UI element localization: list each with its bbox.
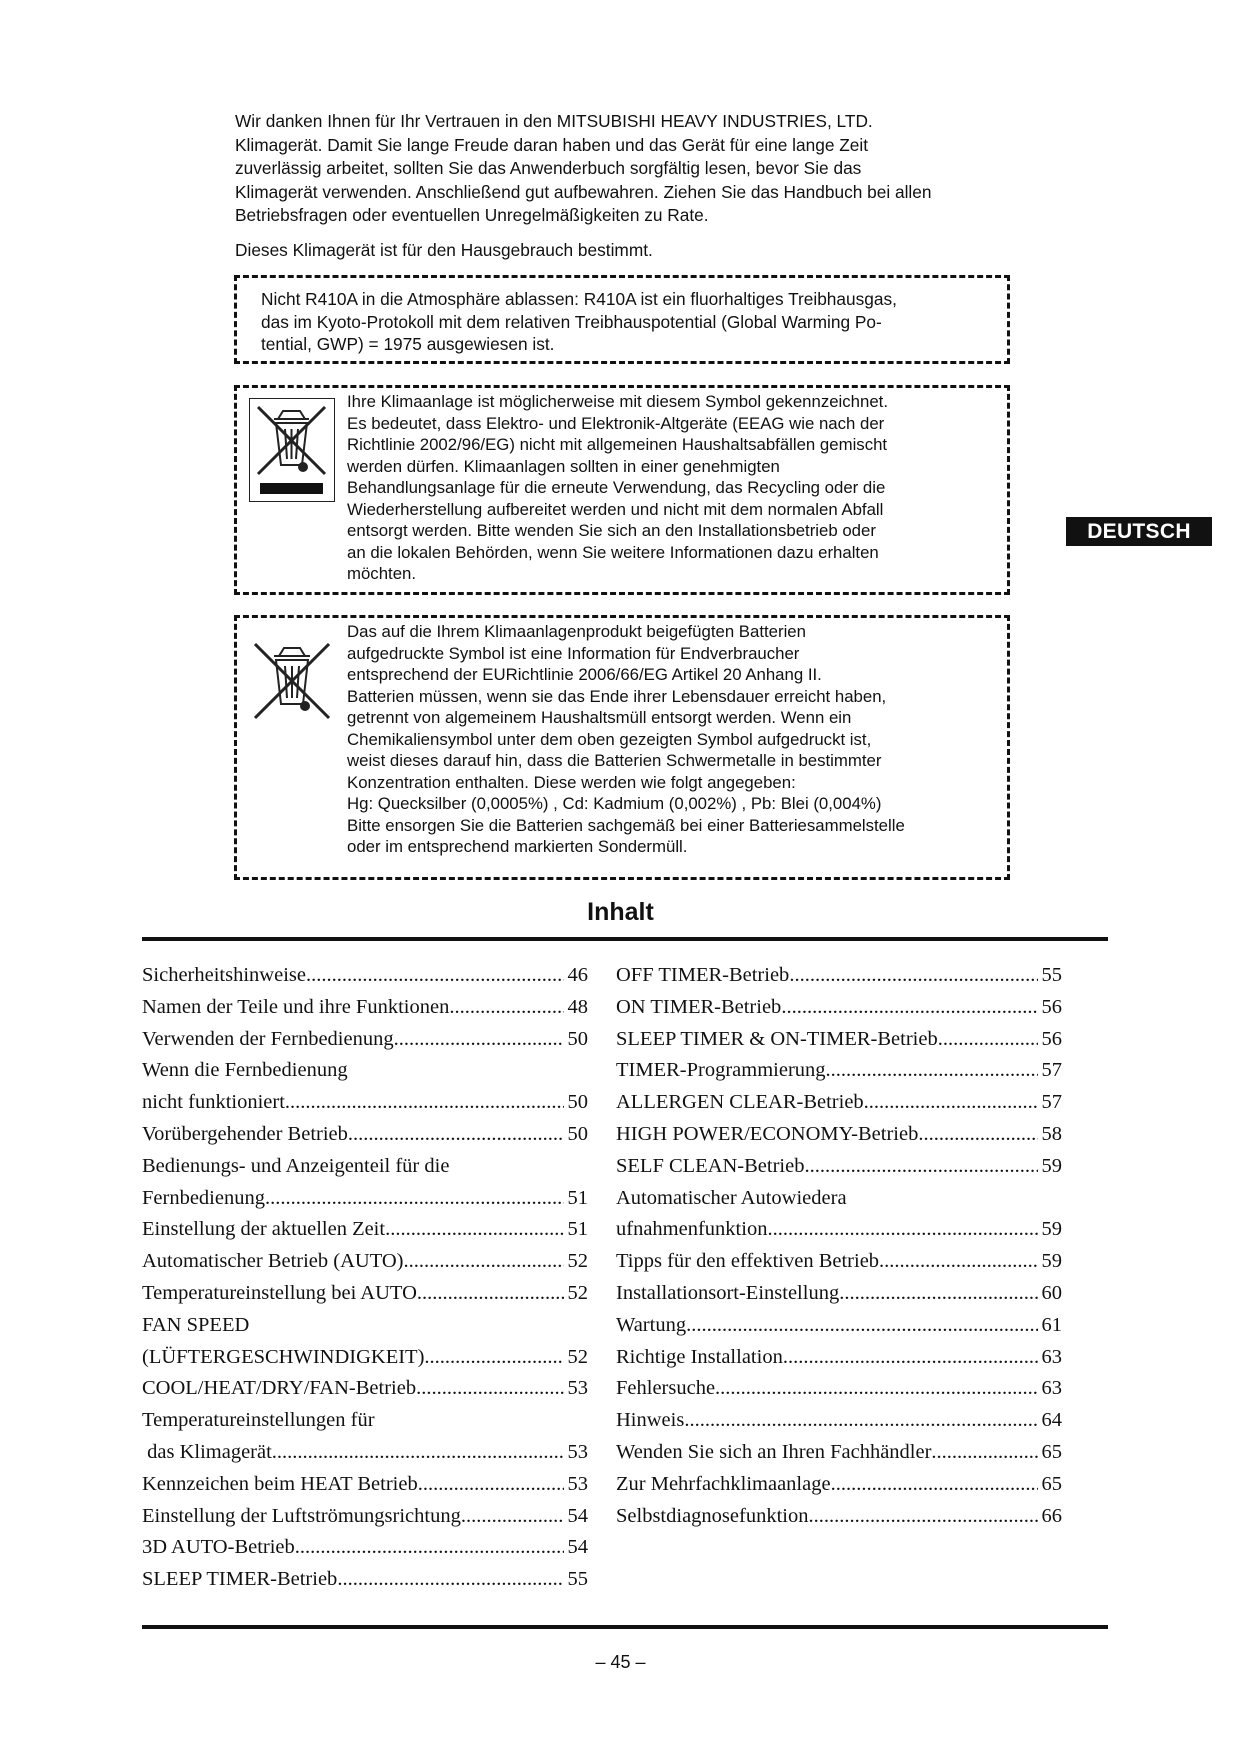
toc-entry-page: 54 <box>567 1536 588 1559</box>
toc-entry-page: 65 <box>1041 1440 1062 1463</box>
toc-entry-title: OFF TIMER-Betrieb <box>616 964 790 986</box>
battery-line: oder im entsprechend markierten Sondermüll. <box>347 837 688 856</box>
toc-entry-page: 56 <box>1041 1027 1062 1050</box>
toc-entry-title: SLEEP TIMER-Betrieb <box>142 1568 338 1591</box>
battery-line: Bitte ensorgen Sie die Batterien sachgemäß bei einer Batteriesammelstelle <box>347 815 905 835</box>
toc-entry-leader <box>864 1087 1038 1119</box>
toc-entry-leader <box>461 1501 564 1533</box>
toc-right-column <box>616 960 1062 1532</box>
household-note: Dieses Klimagerät ist für den Hausgebrauch bestimmt. <box>235 240 653 260</box>
toc-entry-leader <box>424 1342 563 1374</box>
toc-entry-page: 63 <box>1041 1345 1062 1368</box>
toc-entry-page: 66 <box>1041 1504 1062 1527</box>
toc-entry <box>616 1278 1062 1310</box>
toc-entry <box>616 1246 1062 1278</box>
toc-entry-leader <box>831 1469 1038 1501</box>
toc-entry-page: 60 <box>1041 1281 1062 1304</box>
weee-line: möchten. <box>347 564 417 583</box>
toc-entry-title: Selbstdiagnosefunktion <box>616 1504 809 1527</box>
toc-entry-title: Wartung <box>616 1313 687 1336</box>
toc-entry-leader <box>418 1469 564 1501</box>
toc-entry <box>142 960 588 992</box>
toc-entry <box>142 1310 588 1342</box>
toc-entry-leader <box>449 992 563 1024</box>
toc-entry-title: (LÜFTERGESCHWINDIGKEIT) <box>142 1345 425 1368</box>
toc-entry-title: Einstellung der aktuellen Zeit <box>142 1218 386 1241</box>
toc-entry-leader <box>417 1278 564 1310</box>
intro-line: Klimagerät verwenden. Anschließend gut aufbewahren. Ziehen Sie das Handbuch bei allen <box>235 181 932 202</box>
toc-entry <box>142 992 588 1024</box>
toc-entry <box>616 1342 1062 1374</box>
toc-entry <box>616 1469 1062 1501</box>
toc-left-column <box>142 960 588 1596</box>
toc-entry-title: Einstellung der Luftströmungsrichtung <box>142 1504 461 1527</box>
toc-entry <box>142 1246 588 1278</box>
toc-entry-leader <box>938 1024 1038 1056</box>
toc-entry-leader <box>385 1214 563 1246</box>
toc-entry-title: SELF CLEAN-Betrieb <box>616 1154 805 1177</box>
toc-entry-title: 3D AUTO-Betrieb <box>142 1536 295 1559</box>
intro-paragraph <box>235 110 1010 228</box>
toc-entry-leader <box>416 1373 563 1405</box>
toc-entry-title: FAN SPEED <box>142 1313 250 1336</box>
toc-entry-leader <box>839 1278 1037 1310</box>
toc-entry-title: SLEEP TIMER & ON-TIMER-Betrieb <box>616 1027 938 1050</box>
toc-entry <box>616 1214 1062 1246</box>
toc-entry-leader <box>804 1151 1037 1183</box>
crossed-bin-icon <box>249 638 335 730</box>
toc-entry-title: Tipps für den effektiven Betrieb <box>616 1250 880 1273</box>
toc-entry <box>142 1373 588 1405</box>
toc-entry <box>616 1405 1062 1437</box>
toc-entry-page: 54 <box>567 1504 588 1527</box>
battery-line: Chemikaliensymbol unter dem oben gezeigten Symbol aufgedruckt ist, <box>347 729 872 749</box>
battery-line: aufgedruckte Symbol ist eine Information für Endverbraucher <box>347 643 800 663</box>
toc-entry-title: das Klimagerät <box>142 1440 272 1463</box>
toc-entry-title: Bedienungs- und Anzeigenteil für die <box>142 1154 450 1177</box>
toc-entry-title: Fernbedienung <box>142 1186 265 1209</box>
toc-entry-title: Automatischer Betrieb (AUTO) <box>142 1250 404 1273</box>
toc-entry-title: COOL/HEAT/DRY/FAN-Betrieb <box>142 1377 417 1400</box>
toc-entry-leader <box>686 1310 1037 1342</box>
toc-entry-title: Automatischer Autowiedera <box>616 1186 847 1209</box>
toc-entry-title: HIGH POWER/ECONOMY-Betrieb <box>616 1122 919 1145</box>
toc-entry-title: Temperatureinstellungen für <box>142 1409 375 1432</box>
battery-line: Batterien müssen, wenn sie das Ende ihrer Lebensdauer erreicht haben, <box>347 686 887 706</box>
battery-line: entsprechend der EURichtlinie 2006/66/EG Artikel 20 Anhang II. <box>347 665 822 684</box>
crossed-bin-icon <box>249 398 335 502</box>
toc-entry-leader <box>783 1342 1038 1374</box>
toc-entry-title: Wenn die Fernbedienung <box>142 1059 348 1082</box>
toc-entry <box>142 1278 588 1310</box>
toc-entry-page: 59 <box>1041 1154 1062 1177</box>
toc-entry <box>142 1501 588 1533</box>
toc-entry <box>616 1119 1062 1151</box>
toc-entry-page: 50 <box>567 1122 588 1145</box>
toc-entry-page: 58 <box>1041 1122 1062 1145</box>
toc-bottom-rule <box>142 1625 1108 1629</box>
battery-line: Das auf die Ihrem Klimaanlagenprodukt beigefügten Batterien <box>347 622 806 641</box>
toc-entry-title: Installationsort-Einstellung <box>616 1281 840 1304</box>
toc-entry-page: 57 <box>1041 1059 1062 1082</box>
toc-entry-page: 56 <box>1041 995 1062 1018</box>
toc-entry-title: Sicherheitshinweise <box>142 964 306 986</box>
toc-entry <box>142 1151 588 1183</box>
toc-entry <box>142 1024 588 1056</box>
toc-entry-title: ufnahmenfunktion <box>616 1218 768 1241</box>
toc-entry <box>142 1469 588 1501</box>
toc-heading: Inhalt <box>587 898 654 926</box>
toc-entry-page: 55 <box>567 1568 588 1591</box>
battery-notice-box <box>234 615 1010 880</box>
toc-entry-title: Namen der Teile und ihre Funktionen <box>142 995 450 1018</box>
weee-line: werden dürfen. Klimaanlagen sollten in einer genehmigten <box>347 456 780 476</box>
toc-entry <box>616 1055 1062 1087</box>
r410a-line: Nicht R410A in die Atmosphäre ablassen: R410A ist ein fluorhaltiges Treibhausgas, <box>261 289 897 309</box>
page-number: – 45 – <box>595 1652 646 1672</box>
battery-line: Hg: Quecksilber (0,0005%) , Cd: Kadmium (0,002%) , Pb: Blei (0,004%) <box>347 794 882 813</box>
language-tab: DEUTSCH <box>1066 517 1212 546</box>
toc-entry-title: Kennzeichen beim HEAT Betrieb <box>142 1472 418 1495</box>
toc-entry-page: 50 <box>567 1027 588 1050</box>
toc-entry <box>616 1183 1062 1215</box>
toc-entry-title: Verwenden der Fernbedienung <box>142 1027 394 1050</box>
toc-entry-page: 53 <box>567 1440 588 1463</box>
weee-line: an die lokalen Behörden, wenn Sie weitere Informationen dazu erhalten <box>347 542 879 562</box>
intro-line: Betriebsfragen oder eventuellen Unregelmäßigkeiten zu Rate. <box>235 205 709 225</box>
toc-entry-leader <box>404 1246 564 1278</box>
toc-entry <box>142 1119 588 1151</box>
toc-entry-leader <box>394 1024 564 1056</box>
toc-entry-leader <box>348 1119 564 1151</box>
toc-entry-page: 57 <box>1041 1091 1062 1114</box>
toc-entry-page: 53 <box>567 1377 588 1400</box>
toc-entry <box>142 1214 588 1246</box>
toc-entry-page: 46 <box>567 964 588 986</box>
weee-notice-box <box>234 385 1010 595</box>
toc-entry <box>142 1087 588 1119</box>
toc-entry <box>142 1532 588 1564</box>
toc-entry-page: 52 <box>567 1250 588 1273</box>
toc-entry <box>616 1310 1062 1342</box>
toc-entry-title: nicht funktioniert <box>142 1091 285 1114</box>
toc-entry-page: 53 <box>567 1472 588 1495</box>
toc-entry-title: Hinweis <box>616 1409 685 1432</box>
r410a-line: tential, GWP) = 1975 ausgewiesen ist. <box>261 334 555 354</box>
toc-entry-leader <box>684 1405 1037 1437</box>
intro-line: Wir danken Ihnen für Ihr Vertrauen in den MITSUBISHI HEAVY INDUSTRIES, LTD. <box>235 111 873 131</box>
intro-line: zuverlässig arbeitet, sollten Sie das Anwenderbuch sorgfältig lesen, bevor Sie das <box>235 158 862 178</box>
toc-entry-page: 51 <box>567 1218 588 1241</box>
toc-entry <box>616 992 1062 1024</box>
toc-entry-leader <box>789 960 1037 992</box>
toc-entry-leader <box>781 992 1037 1024</box>
r410a-line: das im Kyoto-Protokoll mit dem relativen Treibhauspotential (Global Warming Po- <box>261 311 882 332</box>
toc-entry-page: 59 <box>1041 1250 1062 1273</box>
toc-entry-title: Temperatureinstellung bei AUTO <box>142 1281 417 1304</box>
toc-entry-page: 50 <box>567 1091 588 1114</box>
r410a-notice-box <box>234 275 1010 364</box>
battery-line: weist dieses darauf hin, dass die Batterien Schwermetalle in bestimmter <box>347 751 882 770</box>
toc-entry <box>616 1024 1062 1056</box>
toc-entry-title: Wenden Sie sich an Ihren Fachhändler <box>616 1440 932 1463</box>
toc-entry <box>616 960 1062 992</box>
toc-entry-page: 55 <box>1041 964 1062 986</box>
toc-entry-leader <box>337 1564 563 1596</box>
toc-entry <box>142 1183 588 1215</box>
weee-line: Ihre Klimaanlage ist möglicherweise mit diesem Symbol gekennzeichnet. <box>347 392 888 411</box>
toc-entry-leader <box>767 1214 1037 1246</box>
toc-entry-leader <box>931 1437 1037 1469</box>
toc-entry-leader <box>826 1055 1038 1087</box>
toc-entry-page: 63 <box>1041 1377 1062 1400</box>
toc-entry-page: 52 <box>567 1345 588 1368</box>
battery-line: getrennt von algemeinem Haushaltsmüll entsorgt werden. Wenn ein <box>347 708 852 727</box>
toc-entry-page: 51 <box>567 1186 588 1209</box>
toc-entry <box>616 1373 1062 1405</box>
toc-entry-page: 64 <box>1041 1409 1062 1432</box>
toc-top-rule <box>142 937 1108 941</box>
weee-line: Behandlungsanlage für die erneute Verwendung, das Recycling oder die <box>347 478 886 497</box>
toc-entry-leader <box>306 960 564 992</box>
toc-entry-title: Fehlersuche <box>616 1377 716 1400</box>
weee-line: entsorgt werden. Bitte wenden Sie sich an den Installationsbetrieb oder <box>347 521 876 540</box>
toc-entry-leader <box>715 1373 1037 1405</box>
toc-entry <box>616 1501 1062 1533</box>
toc-entry <box>142 1437 588 1469</box>
toc-entry-title: TIMER-Programmierung <box>616 1059 826 1082</box>
toc-entry-leader <box>295 1532 564 1564</box>
toc-entry <box>616 1087 1062 1119</box>
toc-entry-leader <box>285 1087 564 1119</box>
toc-entry-page: 65 <box>1041 1472 1062 1495</box>
toc-entry-leader <box>808 1501 1037 1533</box>
toc-entry <box>616 1151 1062 1183</box>
toc-entry-page: 52 <box>567 1281 588 1304</box>
toc-entry-title: Vorübergehender Betrieb <box>142 1122 348 1145</box>
toc-entry-title: Zur Mehrfachklimaanlage <box>616 1472 831 1495</box>
toc-entry-leader <box>879 1246 1037 1278</box>
toc-entry-leader <box>918 1119 1037 1151</box>
weee-line: Es bedeutet, dass Elektro- und Elektronik-Altgeräte (EEAG wie nach der <box>347 413 885 433</box>
toc-entry-page: 59 <box>1041 1218 1062 1241</box>
toc-entry <box>142 1342 588 1374</box>
intro-line: Klimagerät. Damit Sie lange Freude daran haben und das Gerät für eine lange Zeit <box>235 134 869 155</box>
toc-entry-title: ON TIMER-Betrieb <box>616 995 782 1018</box>
toc-entry-page: 61 <box>1041 1313 1062 1336</box>
toc-entry-title: Richtige Installation <box>616 1345 783 1368</box>
battery-line: Konzentration enthalten. Diese werden wie folgt angegeben: <box>347 772 796 792</box>
weee-line: Richtlinie 2002/96/EG) nicht mit allgemeinen Haushaltsabfällen gemischt <box>347 435 888 454</box>
toc-entry <box>142 1055 588 1087</box>
toc-entry-leader <box>265 1183 564 1215</box>
toc-entry <box>142 1405 588 1437</box>
toc-entry-title: ALLERGEN CLEAR-Betrieb <box>616 1091 864 1114</box>
weee-line: Wiederherstellung aufbereitet werden und nicht mit dem normalen Abfall <box>347 499 884 519</box>
toc-entry-page: 48 <box>567 995 588 1018</box>
toc-entry-leader <box>272 1437 564 1469</box>
toc-entry <box>616 1437 1062 1469</box>
toc-entry <box>142 1564 588 1596</box>
